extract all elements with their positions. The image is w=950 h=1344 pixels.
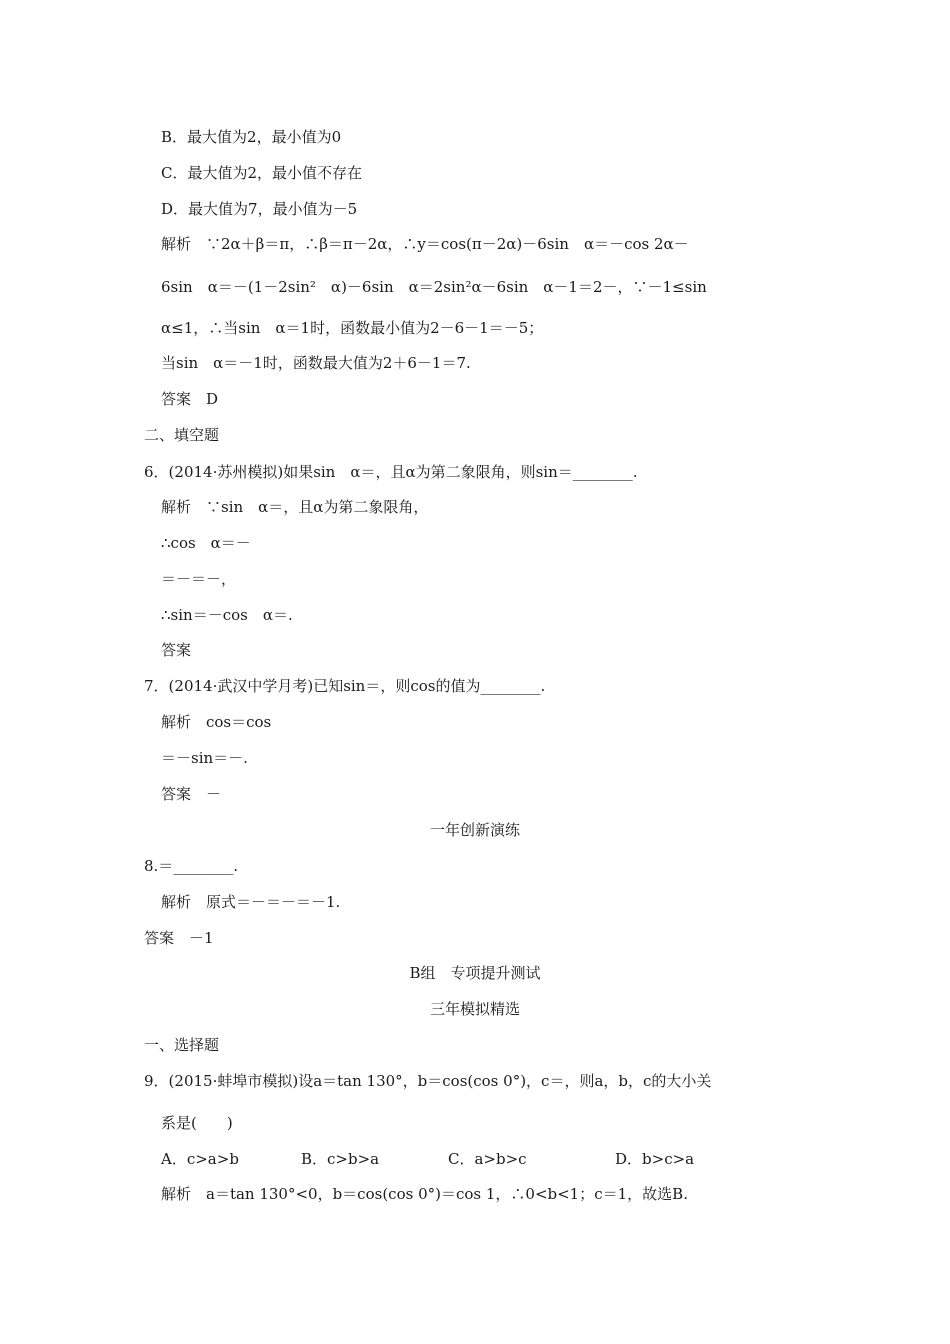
choice-b: B．c>b>a (301, 1150, 380, 1168)
answer-line: 答案 (161, 641, 192, 659)
solution-line: ∴cos α＝－ (161, 534, 251, 552)
answer-line: 答案 － (161, 785, 222, 803)
solution-line: 6sin α＝－(1－2sin² α)－6sin α＝2sin²α－6sin α－1＝2－，∵－1≤sin (161, 278, 707, 296)
solution-line: ＝－＝－， (161, 570, 237, 588)
solution-line: 解析 ∵2α＋β＝π，∴β＝π－2α，∴y＝cos(π－2α)－6sin α＝－cos 2α－ (161, 235, 689, 253)
question-7: 7．(2014·武汉中学月考)已知sin＝，则cos的值为________. (144, 677, 546, 695)
section-title: 一年创新演练 (429, 821, 520, 839)
section-heading: 一、选择题 (144, 1036, 220, 1054)
solution-line: 解析 原式＝－＝－＝－1. (161, 893, 341, 911)
section-heading: 二、填空题 (144, 426, 220, 444)
solution-line: ＝－sin＝－. (161, 749, 248, 767)
solution-line: 解析 ∵sin α＝，且α为第二象限角， (161, 498, 429, 516)
solution-line: 解析 cos＝cos (161, 713, 272, 731)
solution-line: α≤1，∴当sin α＝1时，函数最小值为2－6－1＝－5； (161, 319, 544, 337)
option-d: D．最大值为7，最小值为－5 (161, 200, 358, 218)
solution-line: 解析 a＝tan 130°<0，b＝cos(cos 0°)＝cos 1，∴0<b<1；c＝1，故选B. (161, 1185, 688, 1203)
answer-line: 答案 －1 (144, 929, 214, 947)
choice-c: C．a>b>c (448, 1150, 527, 1168)
option-b: B．最大值为2，最小值为0 (161, 128, 342, 146)
solution-line: 当sin α＝－1时，函数最大值为2＋6－1＝7. (161, 354, 471, 372)
question-9: 9．(2015·蚌埠市模拟)设a＝tan 130°，b＝cos(cos 0°)，c＝，则a，b，c的大小关 (144, 1072, 712, 1090)
solution-line: ∴sin＝－cos α＝. (161, 606, 293, 624)
answer-line: 答案 D (161, 390, 219, 408)
question-8: 8.＝________. (144, 857, 239, 875)
choice-d: D．b>c>a (615, 1150, 695, 1168)
section-title: B组 专项提升测试 (409, 964, 541, 982)
option-c: C．最大值为2，最小值不存在 (161, 164, 363, 182)
choice-a: A．c>a>b (161, 1150, 239, 1168)
question-9-continued: 系是( ) (161, 1114, 233, 1132)
section-title: 三年模拟精选 (429, 1000, 520, 1018)
question-6: 6．(2014·苏州模拟)如果sin α＝，且α为第二象限角，则sin＝________. (144, 463, 638, 481)
